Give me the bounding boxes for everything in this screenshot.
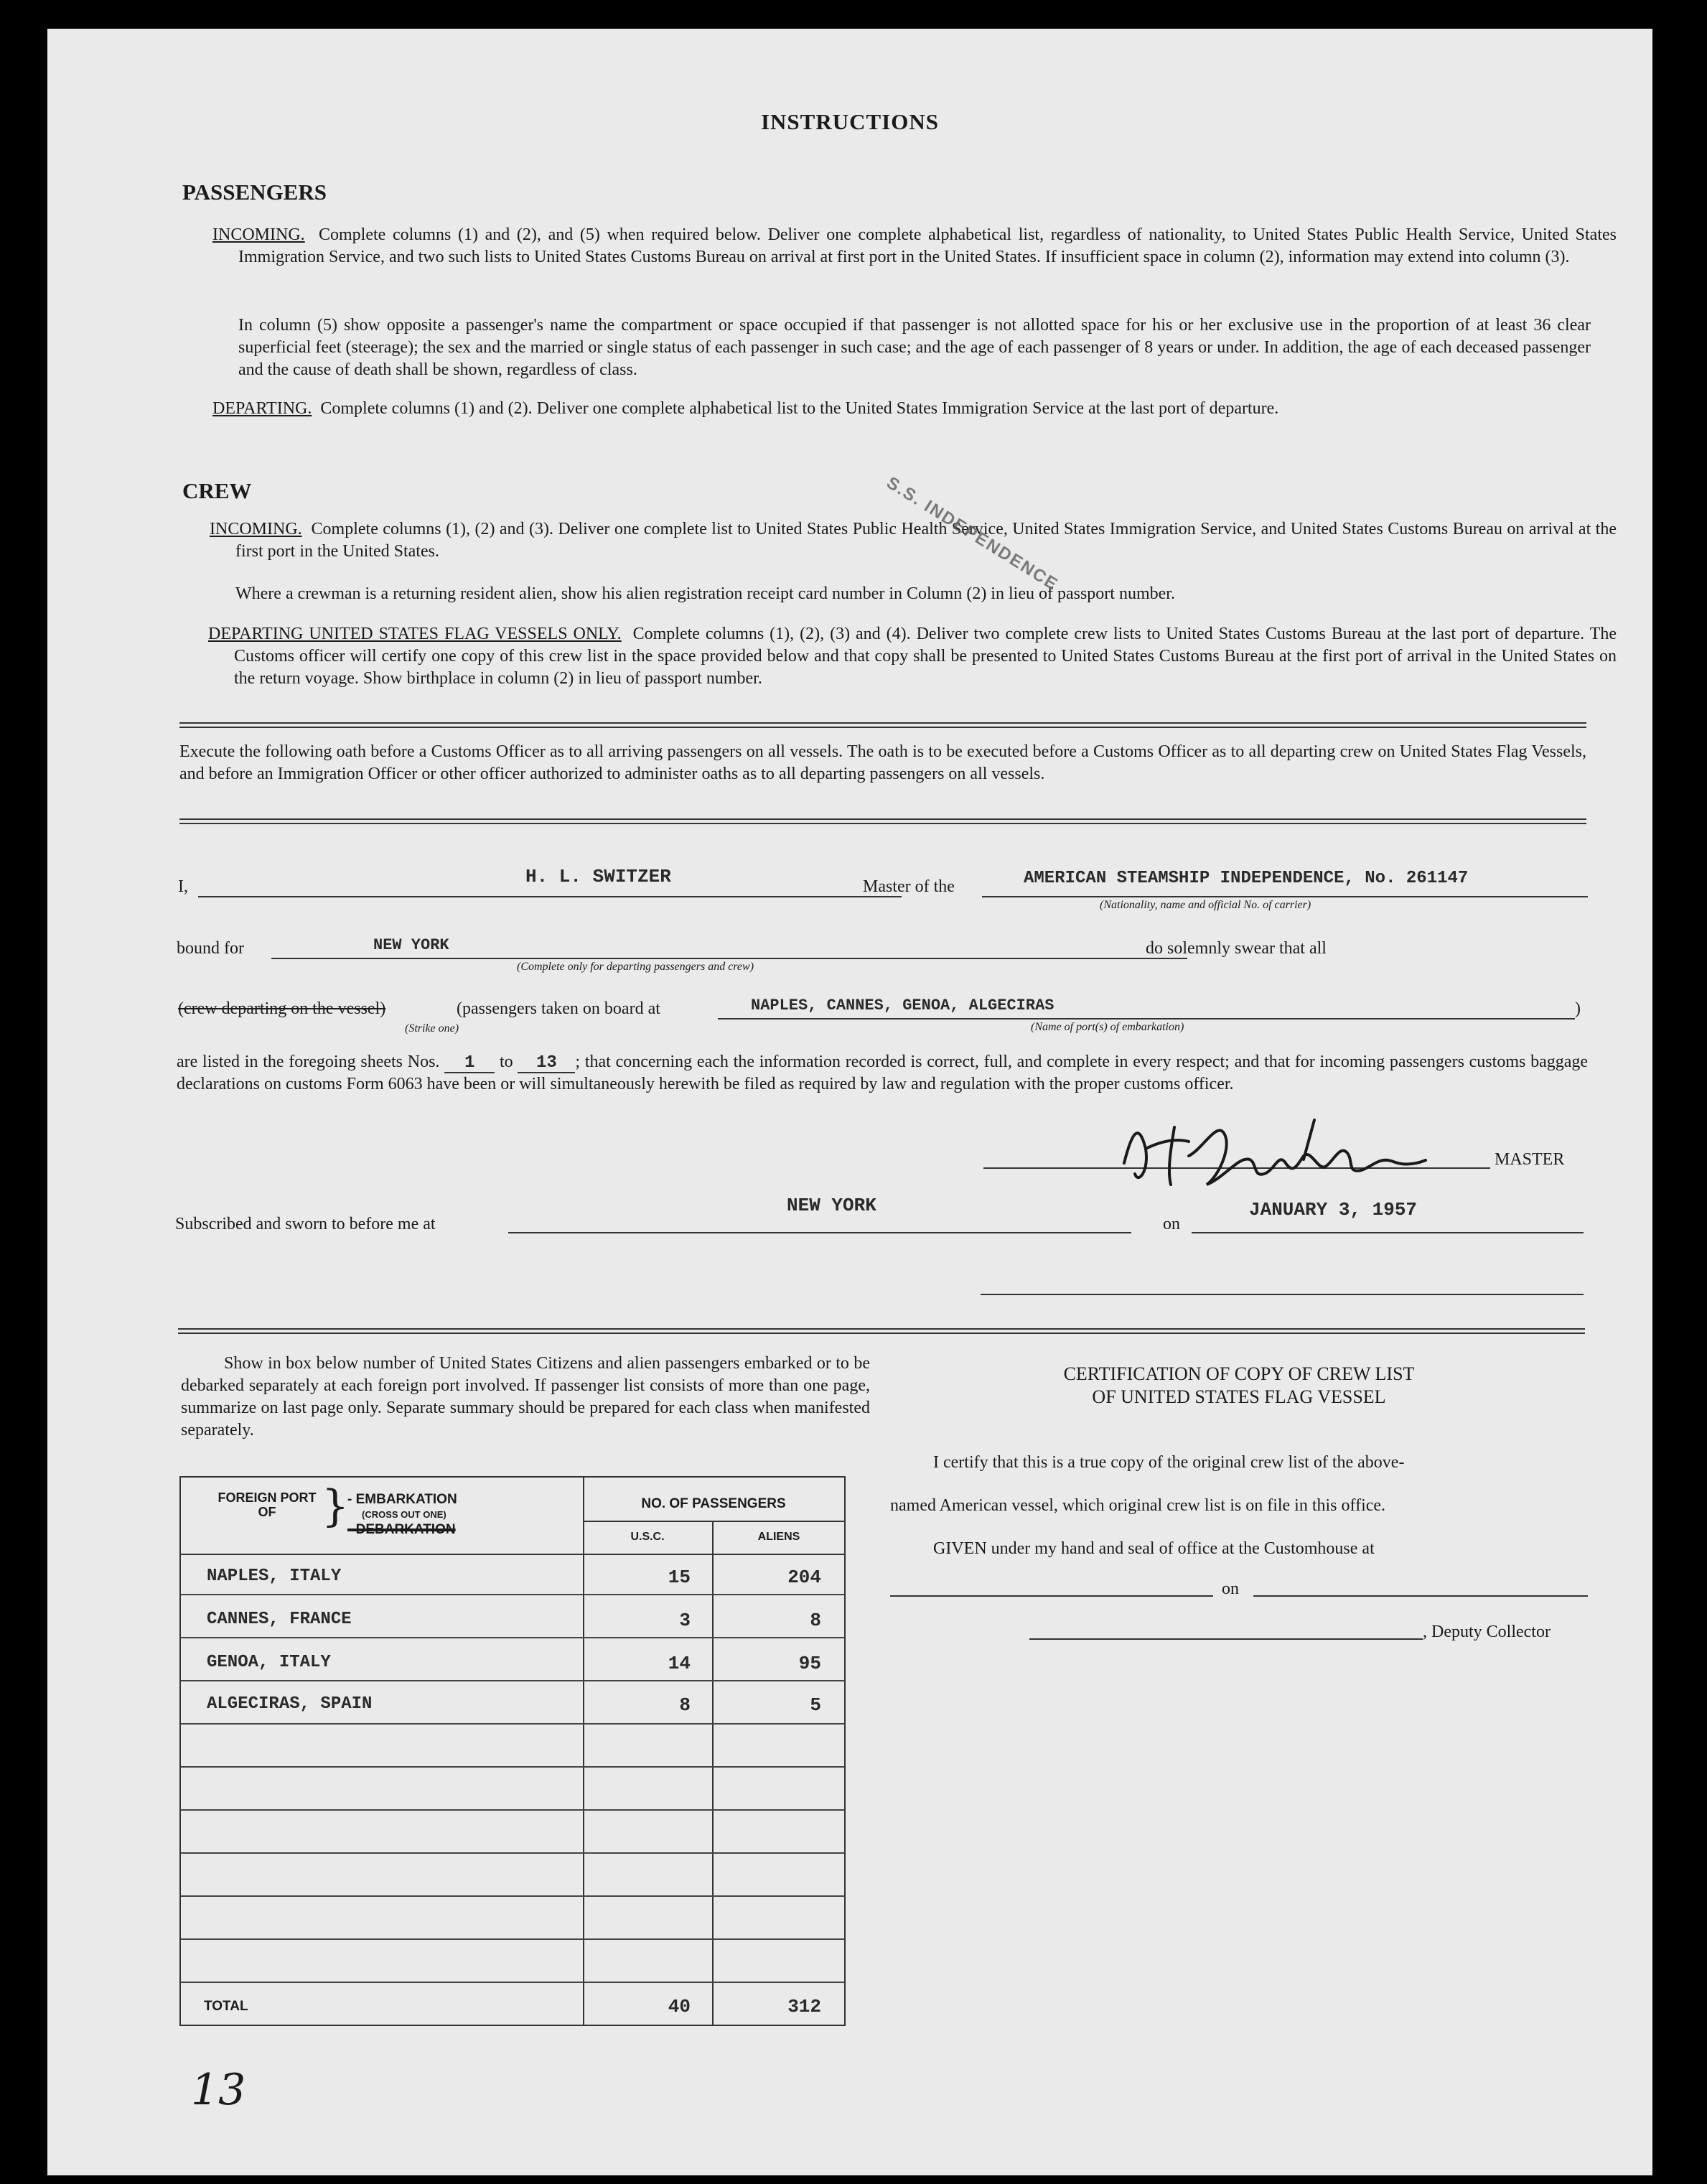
master-signature [1110,1106,1454,1199]
total-usc: 40 [668,1996,691,2017]
row-port: GENOA, ITALY [207,1653,331,1672]
col-divider-1 [583,1478,584,2025]
ship-stamp: S.S. INDEPENDENCE [883,472,1062,595]
crew-departing [208,623,1617,690]
table-row [181,1610,844,1638]
certification-line-1: I certify that this is a true copy of the original crew list of the above- [933,1453,1405,1472]
certification-line-2: named American vessel, which original crew list is on file in this office. [890,1496,1386,1515]
embarkation-header: - EMBARKATION [347,1492,457,1507]
row-line [181,1938,844,1940]
crew-option [178,998,385,1020]
passengers-incoming [212,224,1617,269]
row-port: NAPLES, ITALY [207,1567,342,1586]
vessel-caption: (Nationality, name and official No. of carrier) [1100,899,1311,911]
cross-out-note: (CROSS OUT ONE) [362,1509,446,1520]
certification-heading-2: OF UNITED STATES FLAG VESSEL [1092,1386,1386,1407]
page-title: INSTRUCTIONS [760,109,939,134]
certification-heading-1: CERTIFICATION OF COPY OF CREW LIST [1063,1363,1415,1384]
passengers-departing-text: Complete columns (1) and (2). Deliver one complete alphabetical list to the United States Immigration Service at the last port of departure. [320,399,1279,418]
certification-on-label: on [1222,1579,1239,1598]
row-aliens: 8 [810,1610,821,1631]
sworn-date: JANUARY 3, 1957 [1249,1199,1418,1221]
oath-instructions: Execute the following oath before a Customs Officer as to all arriving passengers on all vessels. The oath is to be executed before a Customs Officer as to all departing crew on United States Flag Vessels, and before an Immigration Officer or other officer authorized to administer oaths as to all departing passengers on all vessels. [179,742,1586,783]
crew-heading: CREW [182,478,252,503]
bound-for-caption: (Complete only for departing passengers and crew) [517,961,754,973]
sheet-from: 1 [444,1055,495,1073]
row-aliens: 204 [787,1567,821,1588]
subscribed-label: Subscribed and sworn to before me at [175,1215,436,1233]
sheet-to: 13 [518,1055,575,1073]
customhouse-line [890,1595,1213,1597]
bound-for-port: NEW YORK [373,936,449,954]
brace: } [322,1481,350,1531]
total-aliens: 312 [787,1996,821,2017]
aliens-header: ALIENS [757,1531,800,1543]
sworn-place: NEW YORK [787,1195,876,1216]
row-line [181,1852,844,1854]
ports-caption: (Name of port(s) of embarkation) [1031,1021,1184,1033]
master-name: H. L. SWITZER [525,866,671,887]
usc-header: U.S.C. [630,1531,665,1543]
i-label: I, [178,877,188,896]
row-usc: 3 [679,1610,691,1631]
row-usc: 14 [668,1653,691,1674]
sheets-statement [177,1051,1588,1096]
sworn-place-line [508,1232,1131,1233]
col-divider-2 [712,1521,714,2025]
row-line [181,1766,844,1768]
to-label: to [499,1053,513,1071]
passengers-incoming-label: INCOMING. [212,225,305,244]
passengers-departing-label: DEPARTING. [212,399,312,418]
master-label: MASTER [1495,1150,1565,1169]
summary-instructions: Show in box below number of United States Citizens and alien passengers embarked or to be debarked separately at each foreign port involved. If passenger list consists of more than one page, summarize on last page only. Separate summary should be prepared for each class when manifested separately. [181,1354,870,1439]
close-paren: ) [1575,999,1581,1018]
row-aliens: 5 [810,1694,821,1716]
header-bottom-line [181,1554,844,1555]
crew-option-text: (crew departing on the vessel) [178,999,386,1018]
row-port: ALGECIRAS, SPAIN [207,1694,373,1714]
passengers-incoming-text: Complete columns (1) and (2), and (5) when required below. Deliver one complete alphabetical list, regardless of nationality, to United States Public Health Service, United States Immigration Service, and two such lists to United States Customs Bureau on arrival at first port in the United States. If insufficient space in column (2), information may extend into column (3). [238,225,1617,266]
ports-line [718,1018,1575,1019]
row-aliens: 95 [798,1653,821,1674]
row-line [181,1809,844,1811]
row-line [181,1723,844,1725]
row-usc: 8 [679,1694,691,1716]
debarkation-header [347,1522,456,1538]
passengers-column5: In column (5) show opposite a passenger's name the compartment or space occupied if that passenger is not allotted space for his or her exclusive use in the proportion of at least 36 clear superficial feet (steerage); the sex and the married or single status of each passenger in such case; and the age of each passenger of 8 years or under. In addition, the age of each deceased passenger and the cause of death shall be shown, regardless of class. [238,316,1591,379]
table-row [181,1567,844,1595]
bound-for-label: bound for [177,939,244,958]
foreign-port-header: FOREIGN PORT OF [218,1490,317,1519]
sheets-pre: are listed in the foregoing sheets Nos. [177,1053,440,1071]
sheets-post: ; that concerning each the information recorded is correct, full, and complete in every respect; and that for incoming passengers customs baggage declarations on customs Form 6063 have been or will simultaneously herewith be filed as required by law and regulation with the proper customs officer. [177,1053,1589,1093]
deputy-collector-label: , Deputy Collector [1423,1623,1551,1641]
no-of-passengers-header: NO. OF PASSENGERS [641,1496,786,1511]
deputy-collector-line [1029,1638,1423,1640]
sworn-on-label: on [1163,1215,1180,1233]
divider-2 [179,818,1586,824]
passengers-option: (passengers taken on board at [457,999,660,1018]
crew-incoming [210,518,1617,563]
swear-label: do solemnly swear that all [1146,939,1327,958]
crew-departing-text: Complete columns (1), (2), (3) and (4). Deliver two complete crew lists to United States Customs Bureau at the last port of departure. The Customs officer will certify one copy of this crew list in the space provided below and that copy shall be presented to United States Customs Bureau at the first port of arrival in the United States on the return voyage. Show birthplace in column (2) in lieu of passport number. [234,625,1617,688]
divider-3 [178,1328,1585,1334]
passenger-summary-table [179,1476,846,2026]
strike-caption: (Strike one) [405,1022,459,1035]
crew-departing-label: DEPARTING UNITED STATES FLAG VESSELS ONLY. [208,625,622,643]
certification-date-line [1253,1595,1588,1597]
row-line [181,1982,844,1983]
subheader-line [583,1521,844,1522]
passengers-heading: PASSENGERS [182,179,327,205]
row-usc: 15 [668,1567,691,1588]
officer-signature-line [981,1294,1584,1295]
row-port: CANNES, FRANCE [207,1610,352,1629]
vessel-line [982,896,1588,897]
certification-heading [887,1363,1591,1409]
master-name-line [198,896,902,897]
table-row [181,1653,844,1681]
divider-1 [179,722,1586,728]
table-row [181,1694,844,1723]
page-number: 13 [191,2065,246,2115]
vessel-name: AMERICAN STEAMSHIP INDEPENDENCE, No. 261147 [1024,869,1469,888]
passengers-departing [212,398,1617,420]
crew-incoming-label: INCOMING. [210,520,302,538]
bound-for-line [271,958,1187,959]
certification-line-3: GIVEN under my hand and seal of office at the Customhouse at [933,1539,1375,1558]
crew-incoming-text: Complete columns (1), (2) and (3). Deliver one complete list to United States Public Health Service, United States Immigration Service, and United States Customs Bureau on arrival at the first port in the United States. [235,520,1617,561]
total-label: TOTAL [204,1999,248,2014]
sworn-date-line [1192,1232,1584,1233]
row-line [181,1895,844,1897]
document-page [47,29,1652,2175]
master-of-label: Master of the [863,877,955,896]
debarkation-text: - DEBARKATION [347,1522,456,1537]
embarkation-ports: NAPLES, CANNES, GENOA, ALGECIRAS [751,997,1054,1014]
crew-alien-note: Where a crewman is a returning resident alien, show his alien registration receipt card number in Column (2) in lieu of passport number. [235,584,1175,603]
